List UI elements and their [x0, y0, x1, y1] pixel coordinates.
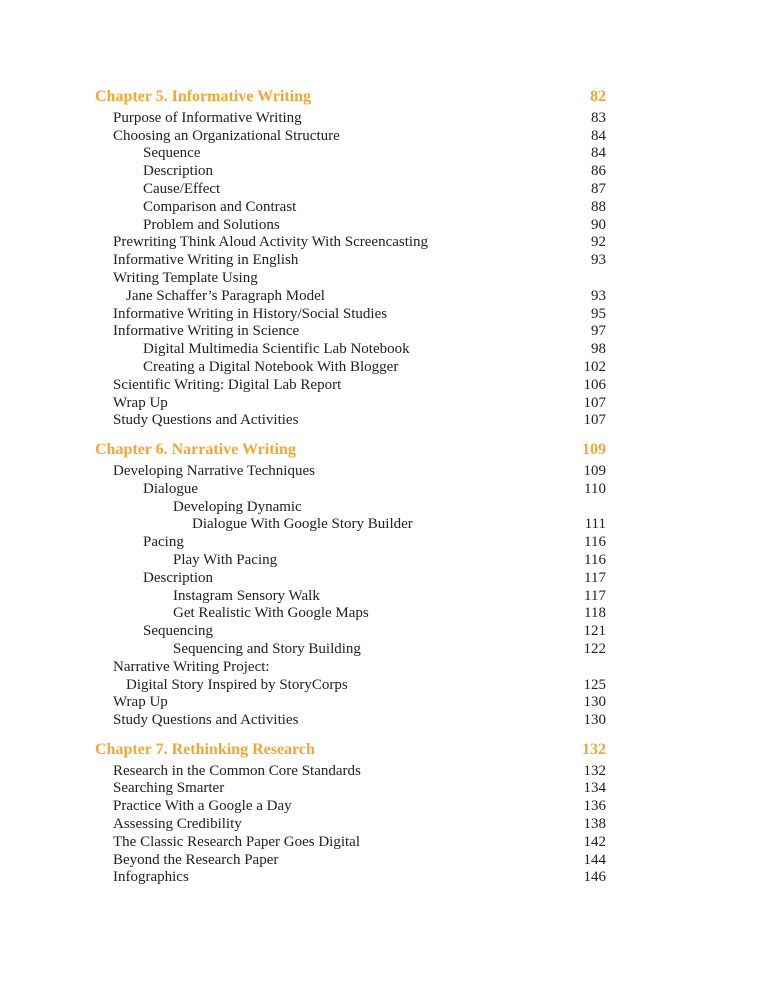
toc-entry-title: The Classic Research Paper Goes Digital	[113, 833, 361, 850]
toc-entry-row	[95, 199, 606, 217]
toc-entry-row	[95, 499, 606, 517]
toc-entry-row	[95, 145, 606, 163]
toc-entry-page-number: 132	[583, 762, 606, 779]
chapter-heading-row	[95, 441, 606, 459]
chapter-title: Chapter 7. Rethinking Research	[95, 740, 315, 758]
toc-entry-title: Writing Template Using	[113, 269, 258, 286]
toc-entry-page-number: 117	[584, 587, 606, 604]
toc-entry-row	[95, 798, 606, 816]
toc-entry-title: Digital Multimedia Scientific Lab Notebook	[143, 341, 410, 358]
toc-entry-title: Assessing Credibility	[113, 816, 242, 833]
toc-entry-row	[95, 395, 606, 413]
toc-entry-row	[95, 377, 606, 395]
toc-entry-title: Dialogue	[143, 480, 198, 497]
toc-entry-title: Study Questions and Activities	[113, 412, 299, 429]
toc-entry-row	[95, 163, 606, 181]
toc-entry-page-number: 102	[583, 358, 606, 375]
toc-entry-row	[95, 463, 606, 481]
toc-entry-page-number: 93	[591, 252, 606, 269]
toc-entry-title: Practice With a Google a Day	[113, 798, 292, 815]
chapter-page-number: 132	[582, 740, 606, 758]
toc-entry-title: Pacing	[143, 534, 184, 551]
toc-entry-title: Prewriting Think Aloud Activity With Screencasting	[113, 234, 429, 251]
toc-entry-page-number: 117	[584, 569, 606, 586]
toc-entry-title: Purpose of Informative Writing	[113, 109, 302, 126]
toc-entry-title: Informative Writing in English	[113, 252, 299, 269]
toc-entry-title: Description	[143, 569, 213, 586]
toc-entry-title: Cause/Effect	[143, 180, 221, 197]
toc-entry-row	[95, 763, 606, 781]
toc-entry-page-number: 116	[584, 551, 606, 568]
toc-entry-row	[95, 605, 606, 623]
toc-entry-title: Developing Dynamic	[173, 498, 302, 515]
toc-entry-page-number: 125	[583, 676, 606, 693]
toc-entry-title: Scientific Writing: Digital Lab Report	[113, 376, 342, 393]
toc-entry-page-number: 118	[584, 605, 606, 622]
toc-entry-row	[95, 712, 606, 730]
toc-entry-row	[95, 534, 606, 552]
toc-entry-page-number: 116	[584, 534, 606, 551]
toc-entry-row	[95, 659, 606, 677]
toc-entry-row	[95, 359, 606, 377]
toc-entry-title: Description	[143, 163, 213, 180]
toc-entry-row	[95, 110, 606, 128]
toc-entry-page-number: 144	[583, 851, 606, 868]
chapter-title: Chapter 5. Informative Writing	[95, 88, 311, 105]
toc-entry-row	[95, 677, 606, 695]
chapter-page-number: 109	[582, 441, 606, 459]
toc-entry-page-number: 87	[591, 180, 606, 197]
toc-entry-page-number: 138	[583, 816, 606, 833]
toc-entry-page-number: 130	[583, 712, 606, 729]
toc-entry-title: Searching Smarter	[113, 780, 225, 797]
toc-entry-page-number: 109	[583, 462, 606, 479]
toc-entry-title: Wrap Up	[113, 694, 168, 711]
toc-entry-page-number: 92	[591, 234, 606, 251]
toc-entry-row	[95, 570, 606, 588]
toc-entry-title: Developing Narrative Techniques	[113, 462, 315, 479]
toc-entry-row	[95, 816, 606, 834]
toc-entry-page-number: 97	[591, 323, 606, 340]
toc-entry-page-number: 111	[584, 516, 606, 533]
chapter-heading-row	[95, 741, 606, 759]
toc-entry-title: Digital Story Inspired by StoryCorps	[126, 676, 348, 693]
toc-entry-page-number: 98	[591, 341, 606, 358]
toc-entry-title: Infographics	[113, 869, 189, 886]
toc-entry-title: Sequencing and Story Building	[173, 640, 361, 657]
toc-entry-row	[95, 234, 606, 252]
toc-entry-row	[95, 341, 606, 359]
toc-entry-page-number: 146	[583, 869, 606, 886]
chapter-page-number: 82	[590, 88, 606, 105]
toc-chapter	[95, 441, 606, 730]
toc-entry-page-number: 93	[591, 287, 606, 304]
toc-entry-title: Problem and Solutions	[143, 216, 280, 233]
toc-entry-page-number: 84	[591, 127, 606, 144]
toc-entry-title: Research in the Common Core Standards	[113, 762, 361, 779]
toc-entry-row	[95, 869, 606, 887]
toc-entry-title: Beyond the Research Paper	[113, 851, 279, 868]
toc-entry-title: Informative Writing in History/Social Studies	[113, 305, 388, 322]
toc-entry-row	[95, 588, 606, 606]
toc-entry-title: Creating a Digital Notebook With Blogger	[143, 358, 399, 375]
toc-entry-row	[95, 217, 606, 235]
toc-entry-page-number: 122	[583, 640, 606, 657]
toc-entry-title: Play With Pacing	[173, 551, 278, 568]
toc-entry-row	[95, 128, 606, 146]
toc-entry-page-number: 142	[583, 833, 606, 850]
toc-entry-row	[95, 323, 606, 341]
toc-entry-page-number: 107	[583, 412, 606, 429]
toc-entry-title: Choosing an Organizational Structure	[113, 127, 340, 144]
toc-entry-page-number: 86	[591, 163, 606, 180]
toc-entry-title: Comparison and Contrast	[143, 198, 297, 215]
toc-entry-row	[95, 270, 606, 288]
toc-entry-page-number: 136	[583, 798, 606, 815]
chapter-title: Chapter 6. Narrative Writing	[95, 441, 296, 459]
toc-entry-page-number: 107	[583, 394, 606, 411]
toc-entry-title: Study Questions and Activities	[113, 712, 299, 729]
toc-entry-row	[95, 252, 606, 270]
toc-entry-page-number: 83	[591, 109, 606, 126]
toc-entry-title: Narrative Writing Project:	[113, 658, 270, 675]
toc-entry-title: Sequencing	[143, 623, 213, 640]
toc-entry-row	[95, 834, 606, 852]
toc-chapter	[95, 88, 606, 430]
toc-entry-title: Jane Schaffer’s Paragraph Model	[126, 287, 325, 304]
toc-entry-title: Wrap Up	[113, 394, 168, 411]
toc-entry-row	[95, 516, 606, 534]
toc-entry-page-number: 130	[583, 694, 606, 711]
toc-entry-title: Informative Writing in Science	[113, 323, 300, 340]
toc-entry-title: Dialogue With Google Story Builder	[192, 516, 413, 533]
toc-entry-page-number: 134	[583, 780, 606, 797]
toc-entry-row	[95, 481, 606, 499]
chapter-heading-row	[95, 88, 606, 106]
toc-entry-row	[95, 306, 606, 324]
toc-entry-page-number: 110	[584, 480, 606, 497]
toc-entry-page-number: 90	[591, 216, 606, 233]
toc-entry-page-number: 84	[591, 145, 606, 162]
toc-entry-row	[95, 641, 606, 659]
toc-entry-row	[95, 694, 606, 712]
toc-entry-page-number: 106	[583, 376, 606, 393]
toc-entry-row	[95, 623, 606, 641]
toc-entry-row	[95, 412, 606, 430]
toc-entry-page-number: 88	[591, 198, 606, 215]
toc-entry-page-number: 95	[591, 305, 606, 322]
toc-entry-page-number: 121	[583, 623, 606, 640]
toc-entry-row	[95, 852, 606, 870]
toc-entry-row	[95, 780, 606, 798]
toc-entry-row	[95, 288, 606, 306]
toc-entry-title: Get Realistic With Google Maps	[173, 605, 369, 622]
toc-chapter	[95, 741, 606, 887]
toc-entry-row	[95, 181, 606, 199]
toc-entry-title: Sequence	[143, 145, 201, 162]
table-of-contents	[95, 88, 606, 887]
toc-entry-row	[95, 552, 606, 570]
toc-entry-title: Instagram Sensory Walk	[173, 587, 320, 604]
